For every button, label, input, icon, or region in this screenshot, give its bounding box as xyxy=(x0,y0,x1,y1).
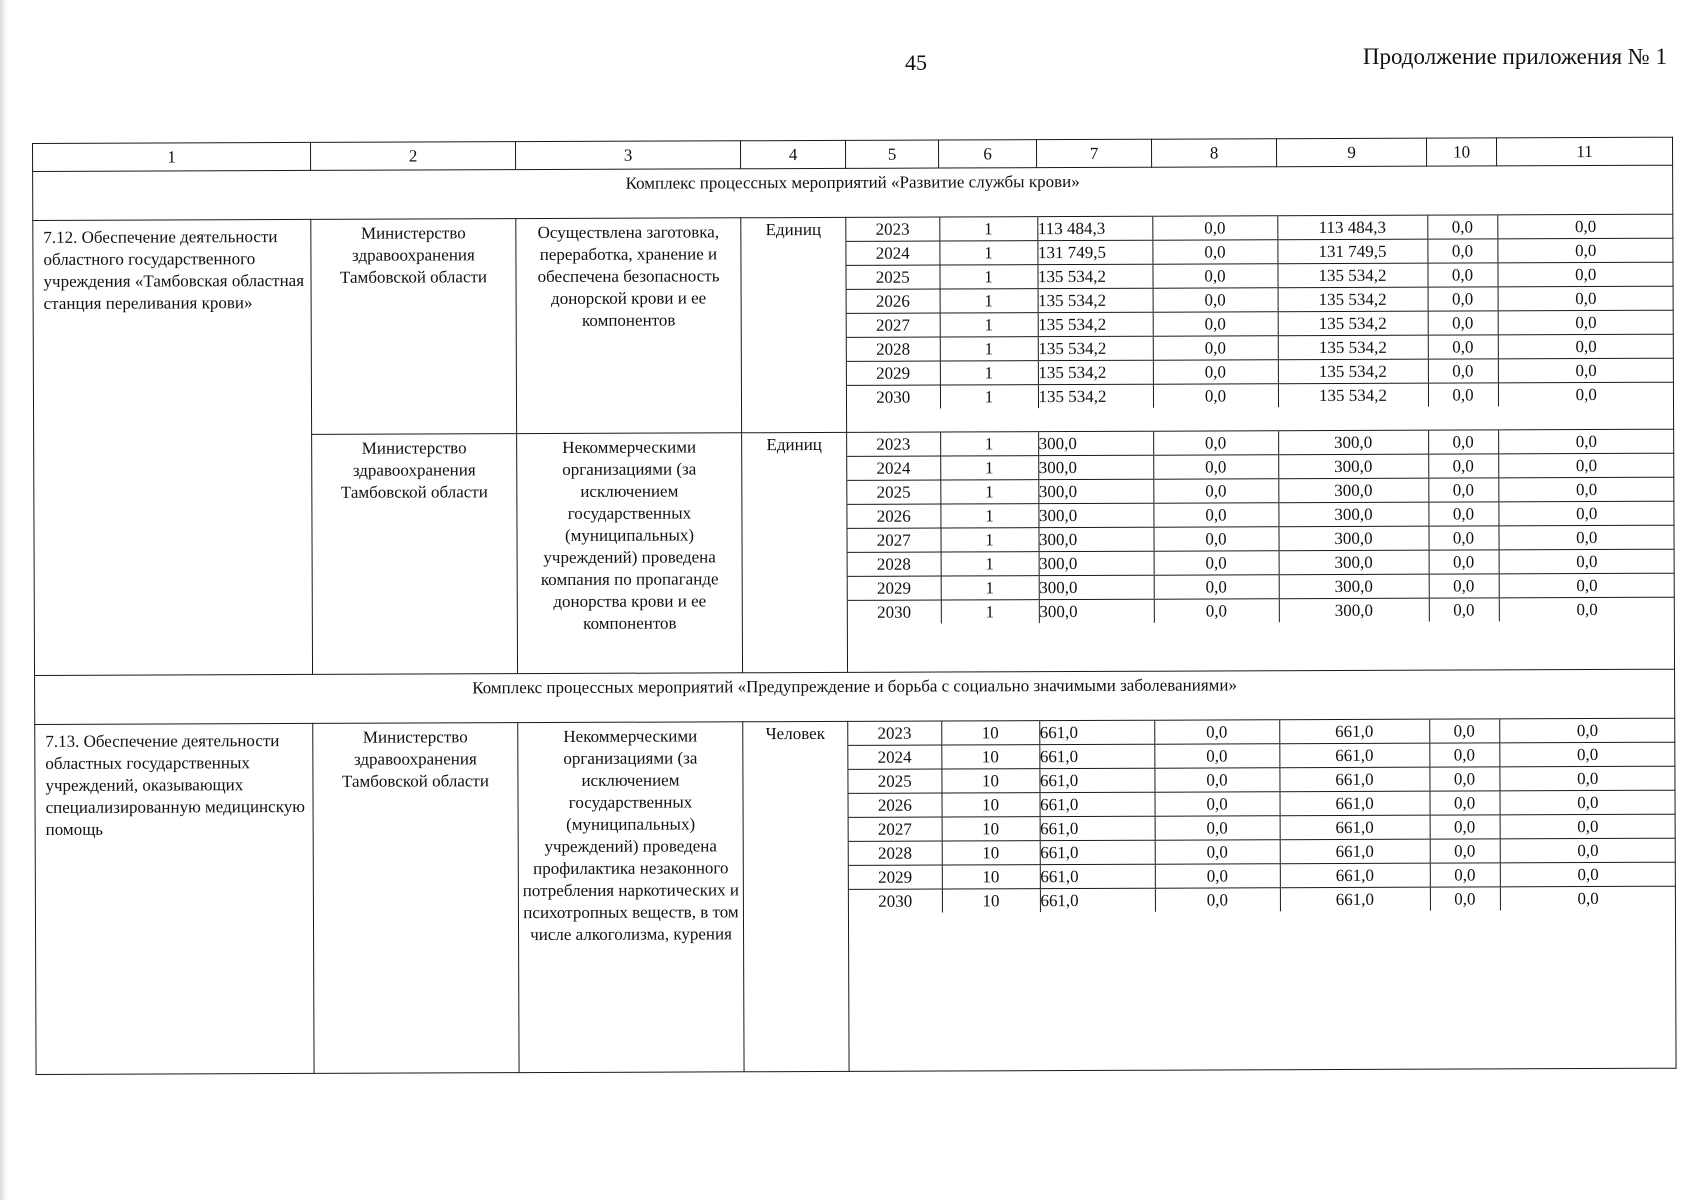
year-row xyxy=(848,597,1675,624)
year-row xyxy=(849,814,1676,841)
year-cell: 2025 xyxy=(848,769,941,793)
federal-funding-cell: 0,0 xyxy=(1154,720,1279,744)
activity-group-row xyxy=(33,214,1674,435)
other-funding-cell: 0,0 xyxy=(1498,310,1674,335)
local-funding-cell: 0,0 xyxy=(1428,359,1498,383)
other-funding-cell: 0,0 xyxy=(1498,477,1674,502)
year-row xyxy=(848,549,1675,576)
indicator-value-cell: 1 xyxy=(939,217,1037,241)
regional-funding-cell: 661,0 xyxy=(1279,720,1429,744)
section-title: Комплекс процессных мероприятий «Развитие службы крови» xyxy=(33,165,1673,220)
year-cell: 2024 xyxy=(846,241,939,265)
indicator-value-cell: 10 xyxy=(942,817,1040,841)
federal-funding-cell: 0,0 xyxy=(1155,792,1280,816)
column-header: 3 xyxy=(515,141,740,170)
column-header: 5 xyxy=(845,140,938,168)
total-funding-cell: 300,0 xyxy=(1038,432,1153,456)
year-row xyxy=(849,838,1676,865)
federal-funding-cell: 0,0 xyxy=(1153,455,1278,479)
year-cell: 2029 xyxy=(847,361,940,385)
federal-funding-cell: 0,0 xyxy=(1154,744,1279,768)
regional-funding-cell: 661,0 xyxy=(1279,767,1429,792)
indicator-value-cell: 10 xyxy=(942,793,1040,817)
total-funding-cell: 661,0 xyxy=(1039,744,1154,768)
total-funding-cell: 300,0 xyxy=(1038,527,1153,551)
local-funding-cell: 0,0 xyxy=(1427,263,1497,287)
section-title-row xyxy=(35,669,1675,724)
yearly-values-cell xyxy=(847,429,1675,672)
other-funding-cell: 0,0 xyxy=(1499,790,1675,815)
responsible-ministry: Министерство здравоохранения Тамбовской области xyxy=(312,434,518,675)
indicator-value-cell: 1 xyxy=(941,552,1039,576)
year-row xyxy=(847,477,1674,504)
yearly-values-table xyxy=(848,719,1676,913)
activity-result: Некоммерческими организациями (за исключением государственных (муниципальных) учреждений) проведена профилактика незаконного потребления наркотических и психотропных веществ, в том числе алкоголизма, курения xyxy=(518,722,744,1073)
local-funding-cell: 0,0 xyxy=(1429,550,1499,574)
year-row xyxy=(847,501,1674,528)
indicator-value-cell: 1 xyxy=(941,600,1039,624)
year-cell: 2028 xyxy=(847,337,940,361)
federal-funding-cell: 0,0 xyxy=(1153,312,1278,336)
other-funding-cell: 0,0 xyxy=(1499,742,1675,767)
year-cell: 2027 xyxy=(847,528,940,552)
federal-funding-cell: 0,0 xyxy=(1152,264,1277,288)
local-funding-cell: 0,0 xyxy=(1428,454,1498,478)
regional-funding-cell: 661,0 xyxy=(1280,887,1430,911)
local-funding-cell: 0,0 xyxy=(1430,815,1500,839)
year-row xyxy=(848,573,1675,600)
total-funding-cell: 300,0 xyxy=(1039,599,1154,623)
year-cell: 2023 xyxy=(848,722,941,746)
other-funding-cell: 0,0 xyxy=(1499,549,1675,574)
indicator-value-cell: 1 xyxy=(940,432,1038,456)
total-funding-cell: 300,0 xyxy=(1038,455,1153,479)
indicator-value-cell: 10 xyxy=(942,865,1040,889)
year-row xyxy=(847,310,1674,337)
federal-funding-cell: 0,0 xyxy=(1155,864,1280,888)
column-header: 6 xyxy=(938,140,1036,168)
other-funding-cell: 0,0 xyxy=(1500,862,1676,887)
regional-funding-cell: 300,0 xyxy=(1279,574,1429,599)
other-funding-cell: 0,0 xyxy=(1498,501,1674,526)
local-funding-cell: 0,0 xyxy=(1429,743,1499,767)
yearly-values-table xyxy=(847,430,1675,624)
total-funding-cell: 131 749,5 xyxy=(1037,240,1152,264)
year-cell: 2024 xyxy=(847,456,940,480)
regional-funding-cell: 661,0 xyxy=(1280,863,1430,888)
other-funding-cell: 0,0 xyxy=(1500,838,1676,863)
indicator-value-cell: 1 xyxy=(939,241,1037,265)
local-funding-cell: 0,0 xyxy=(1428,430,1498,454)
federal-funding-cell: 0,0 xyxy=(1152,240,1277,264)
indicator-value-cell: 1 xyxy=(940,313,1038,337)
activity-name: 7.12. Обеспечение деятельности областного государственного учреждения «Тамбовская областная станция переливания крови» xyxy=(33,219,313,675)
other-funding-cell: 0,0 xyxy=(1498,286,1674,311)
total-funding-cell: 661,0 xyxy=(1040,864,1155,888)
other-funding-cell: 0,0 xyxy=(1500,886,1676,910)
other-funding-cell: 0,0 xyxy=(1497,238,1673,263)
regional-funding-cell: 300,0 xyxy=(1279,598,1429,622)
indicator-value-cell: 1 xyxy=(939,265,1037,289)
year-cell: 2026 xyxy=(849,793,942,817)
other-funding-cell: 0,0 xyxy=(1500,814,1676,839)
total-funding-cell: 135 534,2 xyxy=(1038,384,1153,408)
responsible-ministry: Министерство здравоохранения Тамбовской области xyxy=(311,219,517,435)
year-cell: 2030 xyxy=(877,602,912,622)
local-funding-cell: 0,0 xyxy=(1428,287,1498,311)
local-funding-cell: 0,0 xyxy=(1430,839,1500,863)
year-row xyxy=(847,358,1674,385)
regional-funding-cell: 135 534,2 xyxy=(1277,263,1427,288)
local-funding-cell: 0,0 xyxy=(1428,526,1498,550)
local-funding-cell: 0,0 xyxy=(1428,335,1498,359)
regional-funding-cell: 300,0 xyxy=(1279,550,1429,575)
local-funding-cell: 0,0 xyxy=(1429,767,1499,791)
total-funding-cell: 300,0 xyxy=(1039,575,1154,599)
indicator-value-cell: 1 xyxy=(940,289,1038,313)
regional-funding-cell: 135 534,2 xyxy=(1278,359,1428,384)
total-funding-cell: 135 534,2 xyxy=(1038,288,1153,312)
other-funding-cell: 0,0 xyxy=(1499,597,1675,621)
federal-funding-cell: 0,0 xyxy=(1153,360,1278,384)
year-row xyxy=(848,766,1675,793)
year-cell: 2030 xyxy=(876,387,911,407)
column-header: 1 xyxy=(33,142,311,171)
total-funding-cell: 661,0 xyxy=(1040,840,1155,864)
total-funding-cell: 135 534,2 xyxy=(1038,312,1153,336)
year-cell: 2027 xyxy=(849,817,942,841)
local-funding-cell: 0,0 xyxy=(1428,383,1498,407)
total-funding-cell: 300,0 xyxy=(1039,551,1154,575)
federal-funding-cell: 0,0 xyxy=(1152,216,1277,240)
column-header: 2 xyxy=(310,142,515,171)
local-funding-cell: 0,0 xyxy=(1429,791,1499,815)
local-funding-cell: 0,0 xyxy=(1430,887,1500,911)
total-funding-cell: 661,0 xyxy=(1040,888,1155,912)
year-row xyxy=(849,886,1676,913)
other-funding-cell: 0,0 xyxy=(1498,358,1674,383)
year-cell: 2023 xyxy=(846,218,939,242)
regional-funding-cell: 300,0 xyxy=(1278,454,1428,479)
indicator-value-cell: 1 xyxy=(940,480,1038,504)
regional-funding-cell: 661,0 xyxy=(1279,743,1429,768)
local-funding-cell: 0,0 xyxy=(1428,502,1498,526)
regional-funding-cell: 300,0 xyxy=(1278,526,1428,551)
total-funding-cell: 661,0 xyxy=(1039,721,1154,745)
local-funding-cell: 0,0 xyxy=(1429,574,1499,598)
indicator-value-cell: 1 xyxy=(940,385,1038,409)
federal-funding-cell: 0,0 xyxy=(1153,431,1278,455)
federal-funding-cell: 0,0 xyxy=(1154,768,1279,792)
page-number: 45 xyxy=(905,50,927,75)
indicator-value-cell: 1 xyxy=(940,337,1038,361)
column-header: 11 xyxy=(1496,137,1672,166)
year-row xyxy=(846,238,1673,265)
program-activities-table xyxy=(32,137,1677,1075)
other-funding-cell: 0,0 xyxy=(1497,215,1673,239)
local-funding-cell: 0,0 xyxy=(1429,719,1499,743)
regional-funding-cell: 135 534,2 xyxy=(1278,335,1428,360)
regional-funding-cell: 135 534,2 xyxy=(1278,287,1428,312)
regional-funding-cell: 131 749,5 xyxy=(1277,239,1427,264)
activity-group-row xyxy=(35,718,1676,1074)
year-cell: 2029 xyxy=(848,576,941,600)
regional-funding-cell: 300,0 xyxy=(1278,478,1428,503)
indicator-value-cell: 1 xyxy=(940,528,1038,552)
other-funding-cell: 0,0 xyxy=(1497,262,1673,287)
year-row xyxy=(848,719,1675,746)
federal-funding-cell: 0,0 xyxy=(1155,816,1280,840)
local-funding-cell: 0,0 xyxy=(1430,863,1500,887)
local-funding-cell: 0,0 xyxy=(1428,478,1498,502)
activity-result: Некоммерческими организациями (за исключением государственных (муниципальных) учреждений) проведена компания по пропаганде донорства крови и ее компонентов xyxy=(517,433,743,674)
indicator-value-cell: 10 xyxy=(941,745,1039,769)
year-cell: 2028 xyxy=(849,841,942,865)
federal-funding-cell: 0,0 xyxy=(1154,575,1279,599)
federal-funding-cell: 0,0 xyxy=(1153,527,1278,551)
regional-funding-cell: 300,0 xyxy=(1278,502,1428,527)
column-header: 8 xyxy=(1151,139,1276,167)
total-funding-cell: 113 484,3 xyxy=(1037,217,1152,241)
scan-edge xyxy=(0,0,8,1200)
local-funding-cell: 0,0 xyxy=(1427,215,1497,239)
yearly-values-table xyxy=(846,215,1674,409)
federal-funding-cell: 0,0 xyxy=(1154,599,1279,623)
total-funding-cell: 300,0 xyxy=(1038,503,1153,527)
regional-funding-cell: 300,0 xyxy=(1278,431,1428,455)
local-funding-cell: 0,0 xyxy=(1427,239,1497,263)
year-cell: 2026 xyxy=(847,504,940,528)
regional-funding-cell: 661,0 xyxy=(1280,839,1430,864)
indicator-value-cell: 10 xyxy=(941,769,1039,793)
year-cell: 2024 xyxy=(848,745,941,769)
total-funding-cell: 661,0 xyxy=(1040,792,1155,816)
other-funding-cell: 0,0 xyxy=(1498,453,1674,478)
other-funding-cell: 0,0 xyxy=(1498,334,1674,359)
other-funding-cell: 0,0 xyxy=(1499,719,1675,743)
federal-funding-cell: 0,0 xyxy=(1153,288,1278,312)
year-row xyxy=(847,453,1674,480)
year-row xyxy=(847,286,1674,313)
indicator-value-cell: 1 xyxy=(941,576,1039,600)
section-title: Комплекс процессных мероприятий «Предупреждение и борьба с социально значимыми заболеваниями» xyxy=(35,669,1675,724)
year-row xyxy=(849,790,1676,817)
year-cell: 2029 xyxy=(849,865,942,889)
yearly-values-cell xyxy=(848,718,1676,1071)
total-funding-cell: 661,0 xyxy=(1039,768,1154,792)
indicator-value-cell: 1 xyxy=(940,504,1038,528)
year-cell: 2027 xyxy=(847,313,940,337)
local-funding-cell: 0,0 xyxy=(1429,598,1499,622)
year-row xyxy=(847,430,1674,457)
section-title-row xyxy=(33,165,1673,220)
federal-funding-cell: 0,0 xyxy=(1153,503,1278,527)
other-funding-cell: 0,0 xyxy=(1498,430,1674,454)
measurement-unit: Единиц xyxy=(741,217,847,432)
year-row xyxy=(849,862,1676,889)
total-funding-cell: 300,0 xyxy=(1038,479,1153,503)
column-header: 9 xyxy=(1276,138,1426,167)
yearly-values-cell xyxy=(846,214,1674,432)
federal-funding-cell: 0,0 xyxy=(1153,384,1278,408)
other-funding-cell: 0,0 xyxy=(1498,382,1674,406)
year-cell: 2030 xyxy=(878,891,913,911)
year-row xyxy=(847,525,1674,552)
responsible-ministry: Министерство здравоохранения Тамбовской области xyxy=(313,723,519,1074)
table-body xyxy=(33,137,1677,1074)
year-cell: 2025 xyxy=(846,265,939,289)
column-header: 7 xyxy=(1036,139,1151,167)
regional-funding-cell: 661,0 xyxy=(1280,791,1430,816)
year-cell: 2025 xyxy=(847,480,940,504)
regional-funding-cell: 661,0 xyxy=(1280,815,1430,840)
year-row xyxy=(848,742,1675,769)
regional-funding-cell: 135 534,2 xyxy=(1278,383,1428,407)
federal-funding-cell: 0,0 xyxy=(1154,551,1279,575)
federal-funding-cell: 0,0 xyxy=(1155,888,1280,912)
total-funding-cell: 135 534,2 xyxy=(1037,264,1152,288)
local-funding-cell: 0,0 xyxy=(1428,311,1498,335)
year-row xyxy=(846,215,1673,242)
indicator-value-cell: 1 xyxy=(940,361,1038,385)
federal-funding-cell: 0,0 xyxy=(1155,840,1280,864)
other-funding-cell: 0,0 xyxy=(1498,525,1674,550)
total-funding-cell: 135 534,2 xyxy=(1038,336,1153,360)
federal-funding-cell: 0,0 xyxy=(1153,479,1278,503)
indicator-value-cell: 10 xyxy=(942,841,1040,865)
column-header: 4 xyxy=(740,140,845,168)
year-cell: 2023 xyxy=(847,433,940,457)
year-row xyxy=(847,382,1674,409)
column-header: 10 xyxy=(1426,138,1496,166)
year-row xyxy=(847,334,1674,361)
year-row xyxy=(846,262,1673,289)
indicator-value-cell: 10 xyxy=(942,889,1040,913)
total-funding-cell: 661,0 xyxy=(1040,816,1155,840)
other-funding-cell: 0,0 xyxy=(1499,573,1675,598)
measurement-unit: Человек xyxy=(743,721,849,1071)
activity-result: Осуществлена заготовка, переработка, хранение и обеспечена безопасность донорской крови и ее компонентов xyxy=(516,218,742,434)
federal-funding-cell: 0,0 xyxy=(1153,336,1278,360)
indicator-value-cell: 1 xyxy=(940,456,1038,480)
other-funding-cell: 0,0 xyxy=(1499,766,1675,791)
appendix-continuation-label: Продолжение приложения № 1 xyxy=(1362,44,1667,69)
indicator-value-cell: 10 xyxy=(941,721,1039,745)
activity-name: 7.13. Обеспечение деятельности областных государственных учреждений, оказывающих специализированную медицинскую помощь xyxy=(35,723,314,1074)
year-cell: 2028 xyxy=(848,552,941,576)
year-cell: 2026 xyxy=(847,289,940,313)
regional-funding-cell: 113 484,3 xyxy=(1277,216,1427,240)
measurement-unit: Единиц xyxy=(742,432,848,672)
total-funding-cell: 135 534,2 xyxy=(1038,360,1153,384)
regional-funding-cell: 135 534,2 xyxy=(1278,311,1428,336)
